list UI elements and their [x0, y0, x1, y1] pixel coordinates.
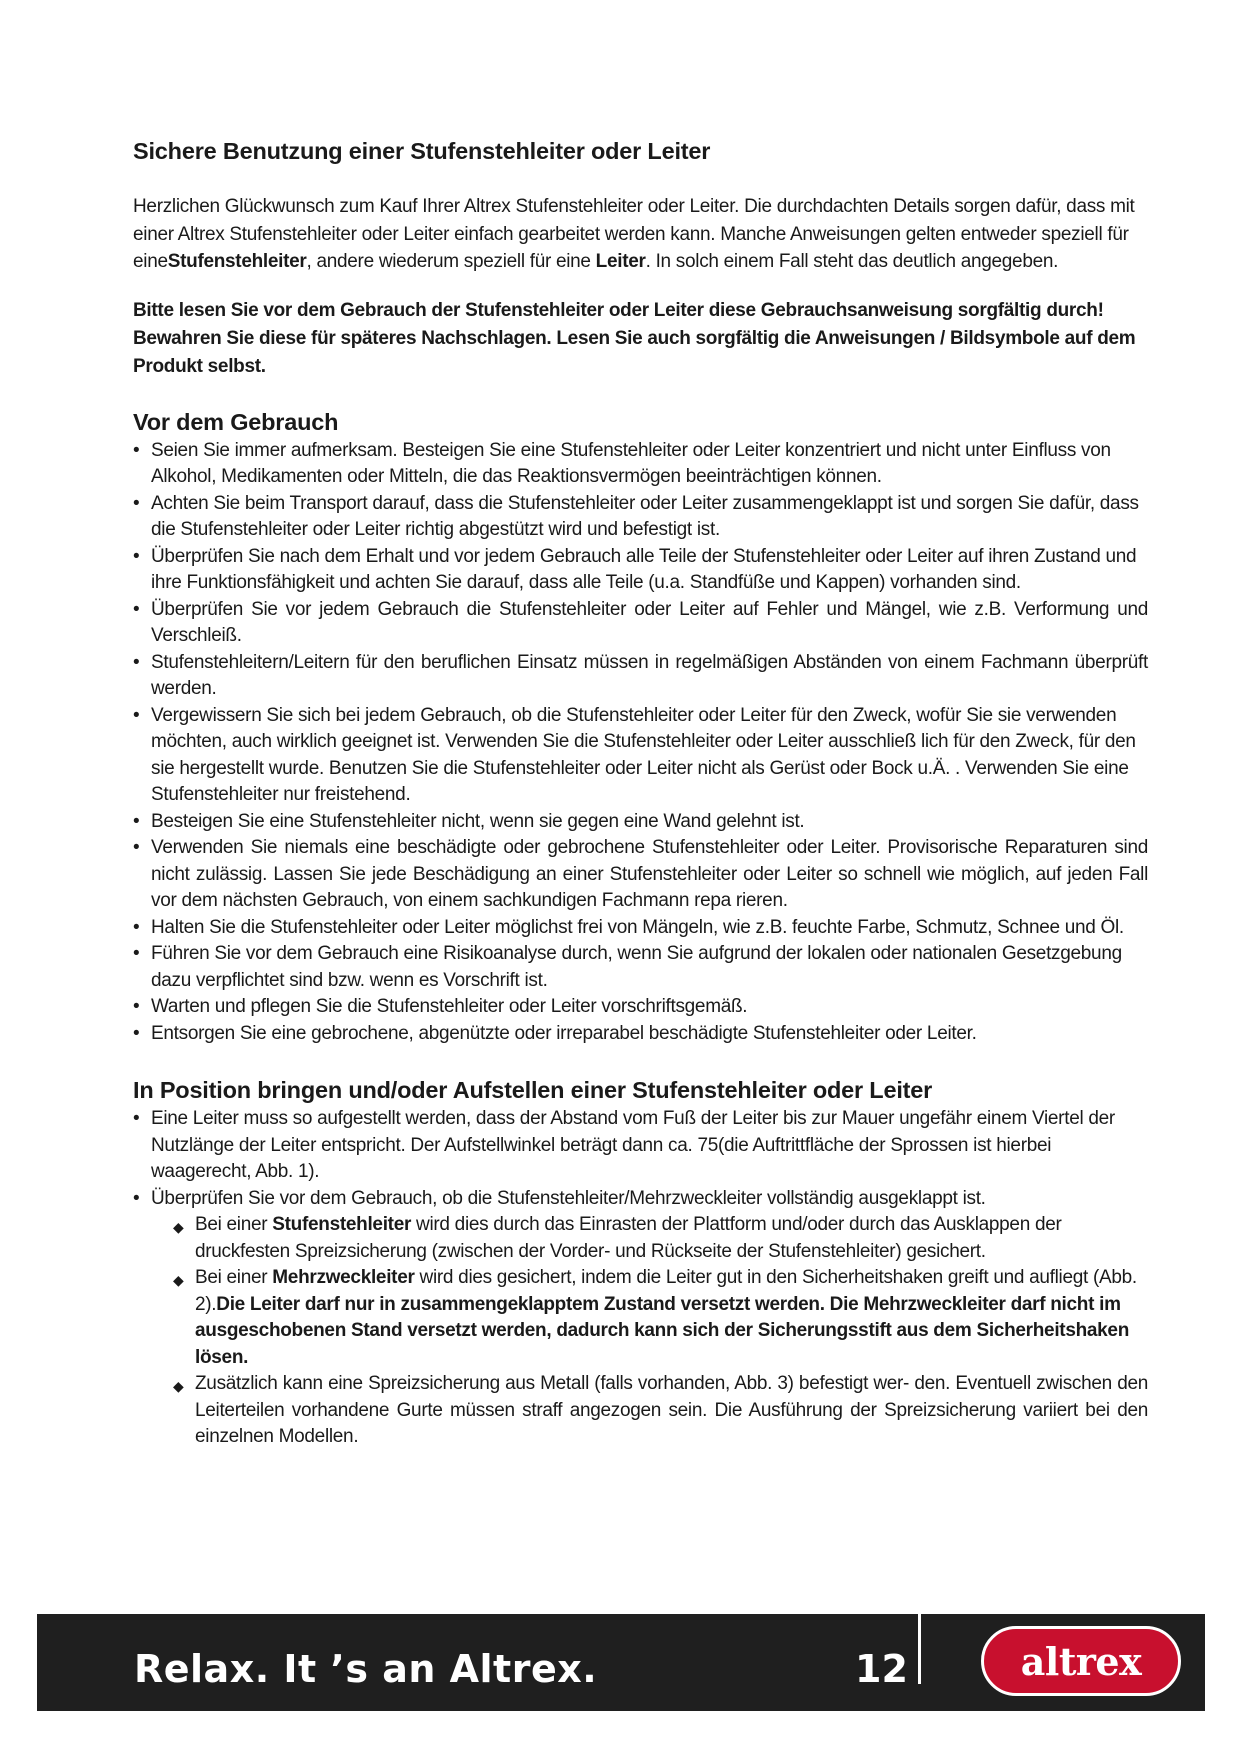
- intro-text: . In solch einem Fall steht das deutlich angegeben.: [645, 251, 1059, 272]
- section-heading-vor-dem-gebrauch: Vor dem Gebrauch: [133, 408, 339, 435]
- list-item: • Führen Sie vor dem Gebrauch eine Risikoanalyse durch, wenn Sie aufgrund der lokalen oder nationalen Gesetzgebung dazu verpflichtet sind bzw. wenn es Vorschrift ist.: [133, 943, 1122, 991]
- list-item: • Seien Sie immer aufmerksam. Besteigen Sie eine Stufenstehleiter oder Leiter konzentriert und nicht unter Einfluss von Alkohol, Medikamenten oder Mitteln, die das Reaktionsvermögen beeinträchtigen können.: [133, 439, 1111, 487]
- warning-paragraph: Bitte lesen Sie vor dem Gebrauch der Stufenstehleiter oder Leiter diese Gebrauchsanweisung sorgfältig durch! Bewahren Sie diese für späteres Nachschlagen. Lesen Sie auch sorgfältig die Anweisungen / Bildsymbole auf dem Produkt selbst.: [133, 299, 1136, 377]
- list-item: • Überprüfen Sie vor dem Gebrauch, ob die Stufenstehleiter/Mehrzweckleiter vollständig ausgeklappt ist.: [133, 1187, 986, 1209]
- page-title: Sichere Benutzung einer Stufenstehleiter oder Leiter: [133, 138, 711, 164]
- list-item: • Vergewissern Sie sich bei jedem Gebrauch, ob die Stufenstehleiter oder Leiter für den Zweck, wofür Sie sie verwenden möchten, auch wirklich geeignet ist. Verwenden Sie die Stufenstehleiter oder Leiter ausschließ lich für den Zweck, für den sie hergestellt wurde. Benutzen Sie die Stufenstehleiter oder Leiter nicht als Gerüst oder Bock u.Ä. . Verwenden Sie eine Stufenstehleiter nur freistehend.: [133, 704, 1136, 805]
- setup-sublist: [173, 1212, 1148, 1451]
- altrex-logo: [981, 1626, 1181, 1696]
- list-item: • Halten Sie die Stufenstehleiter oder Leiter möglichst frei von Mängeln, wie z.B. feuchte Farbe, Schmutz, Schnee und Öl.: [133, 916, 1124, 938]
- sub-list-item: ◆ Bei einer Stufenstehleiter wird dies durch das Einrasten der Plattform und/oder durch das Ausklappen der druckfesten Spreizsicherung (zwischen der Vorder- und Rückseite der Stufenstehleiter) gesichert.: [173, 1214, 1062, 1262]
- list-item: • Eine Leiter muss so aufgestellt werden, dass der Abstand vom Fuß der Leiter bis zur Mauer ungefähr einem Viertel der Nutzlänge der Leiter entspricht. Der Aufstellwinkel beträgt dann ca. 75(die Auftrittfläche der Sprossen ist hierbei waagerecht, Abb. 1).: [133, 1108, 1115, 1182]
- list-item: • Stufenstehleitern/Leitern für den beruflichen Einsatz müssen in regelmäßigen Abständen von einem Fachmann überprüft werden.: [133, 651, 1148, 699]
- logo-text: altrex: [1020, 1638, 1142, 1684]
- intro-text: , andere wiederum speziell für eine: [306, 251, 596, 272]
- footer-divider: [918, 1614, 921, 1684]
- sub-list-item: ◆ Bei einer Mehrzweckleiter wird dies gesichert, indem die Leiter gut in den Sicherheitshaken greift und aufliegt (Abb. 2).Die Leiter darf nur in zusammengeklapptem Zustand versetzt werden. Die Mehrzweckleiter darf nicht im ausgeschobenen Stand versetzt werden, dadurch kann sich der Sicherungsstift aus dem Sicherheitshaken lösen.: [173, 1267, 1137, 1368]
- list-item: • Überprüfen Sie nach dem Erhalt und vor jedem Gebrauch alle Teile der Stufenstehleiter oder Leiter auf ihren Zustand und ihre Funktionsfähigkeit und achten Sie darauf, dass alle Teile (u.a. Standfüße und Kappen) vorhanden sind.: [133, 545, 1137, 593]
- section-heading-aufstellen: In Position bringen und/oder Aufstellen einer Stufenstehleiter oder Leiter: [133, 1077, 933, 1103]
- list-item: • Achten Sie beim Transport darauf, dass die Stufenstehleiter oder Leiter zusammengeklappt ist und sorgen Sie dafür, dass die Stufenstehleiter oder Leiter richtig abgestützt wird und befestigt ist.: [133, 492, 1139, 540]
- page-number: 12: [855, 1647, 908, 1691]
- page-content: [133, 138, 1148, 1451]
- list-item: • Überprüfen Sie vor jedem Gebrauch die Stufenstehleiter oder Leiter auf Fehler und Mängel, wie z.B. Verformung und Verschleiß.: [133, 598, 1148, 646]
- list-item: • Verwenden Sie niemals eine beschädigte oder gebrochene Stufenstehleiter oder Leiter. Provisorische Reparaturen sind nicht zulässig. Lassen Sie jede Beschädigung an einer Stufenstehleiter oder Leiter so schnell wie möglich, auf jeden Fall vor dem nächsten Gebrauch, von einem sachkundigen Fachmann repa rieren.: [133, 837, 1148, 911]
- intro-text: Herzlichen Glückwunsch zum Kauf Ihrer Altrex Stufenstehleiter oder Leiter. Die durchdachten Details sorgen dafür, dass mit einer Altrex Stufenstehleiter oder Leiter einfach gearbeitet werden kann. Manche Anweisungen gelten entweder speziell für eine: [133, 196, 1135, 272]
- before-use-list: [133, 438, 1148, 1048]
- intro-bold-stufenstehleiter: Stufenstehleiter: [167, 251, 307, 272]
- sub-list-item: ◆ Zusätzlich kann eine Spreizsicherung aus Metall (falls vorhanden, Abb. 3) befestigt wer- den. Eventuell zwischen den Leiterteilen vorhandene Gurte müssen straff angezogen sein. Die Ausführung der Spreizsicherung variiert bei den einzelnen Modellen.: [173, 1373, 1148, 1447]
- setup-list: [133, 1106, 1148, 1212]
- list-item: • Warten und pflegen Sie die Stufenstehleiter oder Leiter vorschriftsgemäß.: [133, 996, 748, 1017]
- intro-paragraph: [133, 193, 1148, 276]
- footer-bar: [37, 1614, 1205, 1711]
- footer-slogan: Relax. It ’s an Altrex.: [134, 1647, 598, 1691]
- list-item: • Besteigen Sie eine Stufenstehleiter nicht, wenn sie gegen eine Wand gelehnt ist.: [133, 810, 805, 832]
- intro-bold-leiter: Leiter: [595, 251, 646, 272]
- list-item: • Entsorgen Sie eine gebrochene, abgenützte oder irreparabel beschädigte Stufenstehleiter oder Leiter.: [133, 1022, 977, 1044]
